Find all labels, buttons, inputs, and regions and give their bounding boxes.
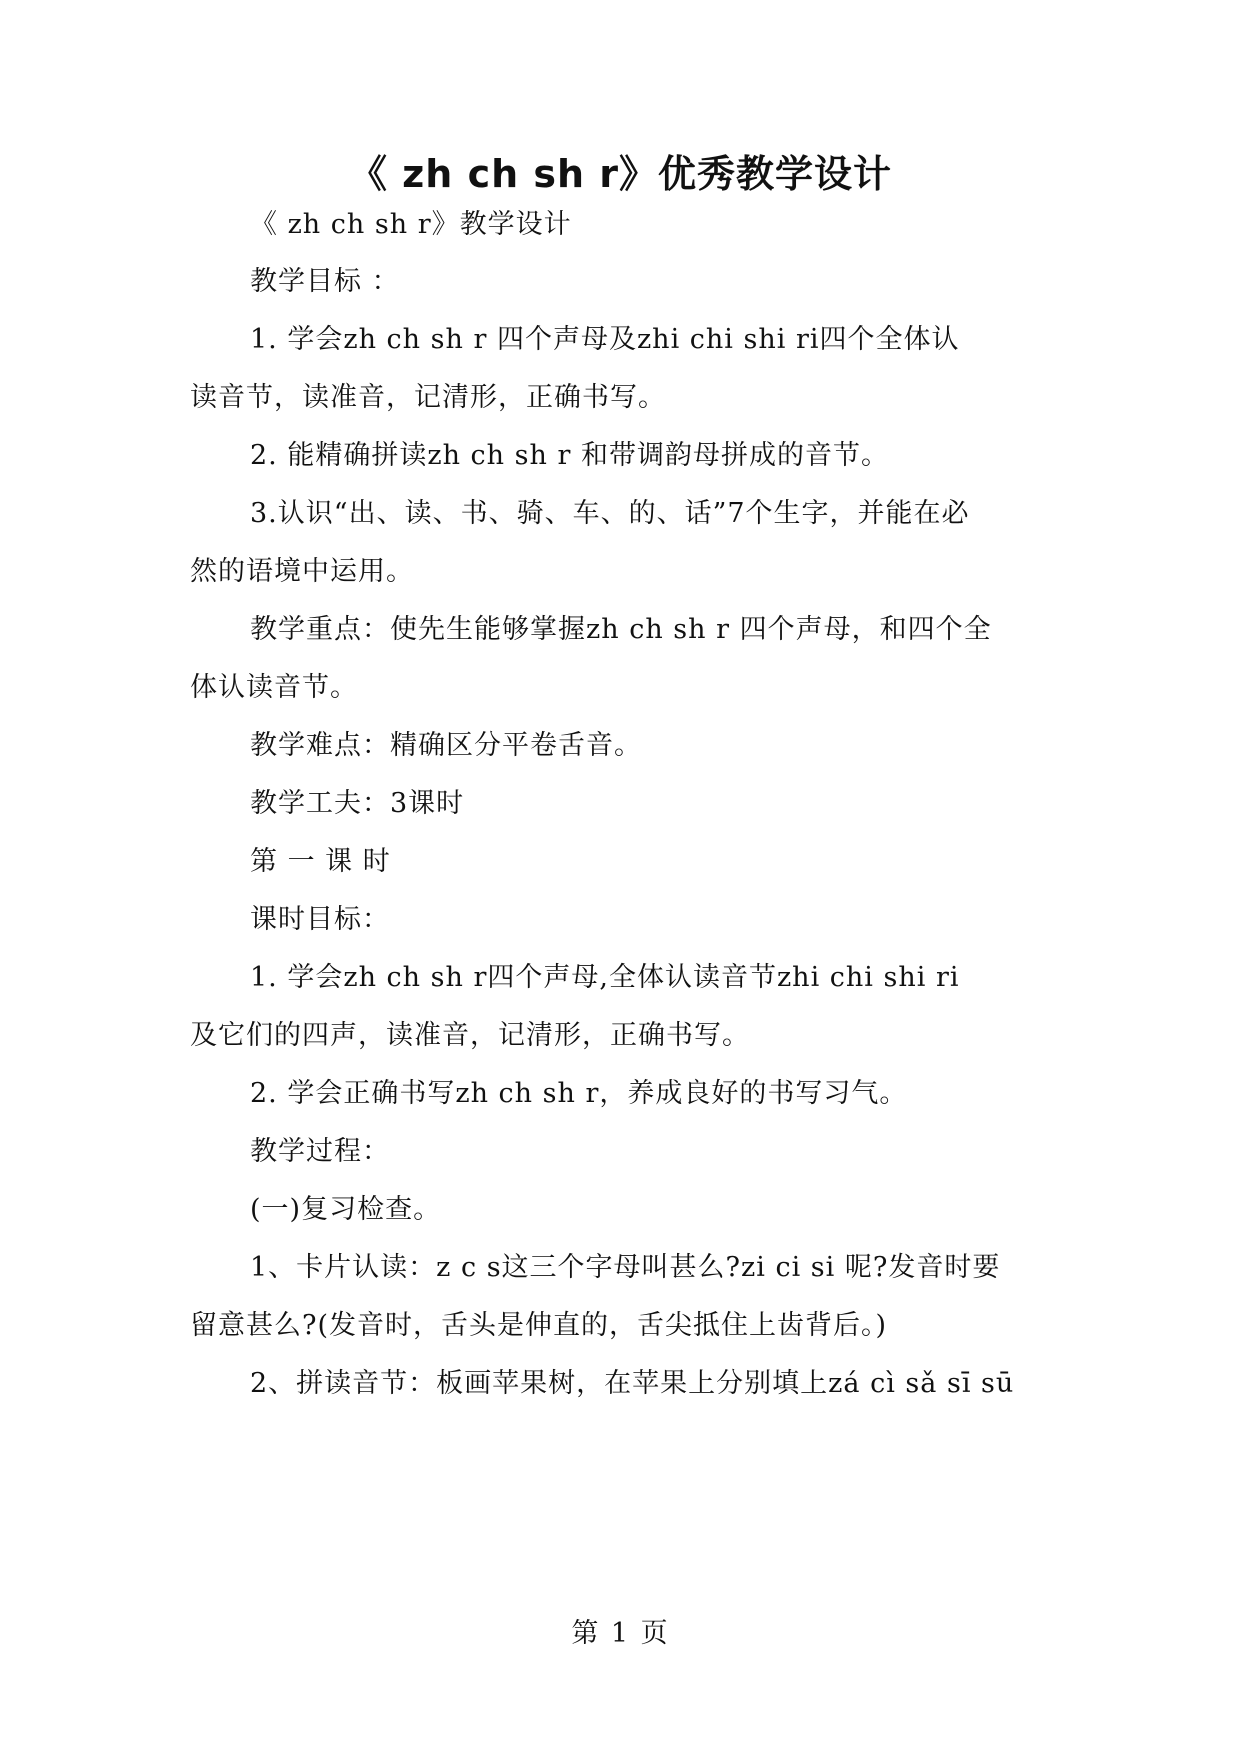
review-item-2: 2、拼读音节：板画苹果树，在苹果上分别填上zá cì sǎ sī sū	[250, 1368, 1015, 1399]
teaching-time: 教学工夫：3课时	[250, 788, 465, 819]
objective-3: 3.认识“出、读、书、骑、车、的、话”7个生字，并能在必	[250, 498, 970, 529]
difficult-points: 教学难点：精确区分平卷舌音。	[250, 730, 642, 761]
review-heading: (一)复习检查。	[250, 1194, 442, 1225]
objective-3-continued: 然的语境中运用。	[190, 556, 414, 587]
key-points: 教学重点：使先生能够掌握zh ch sh r 四个声母，和四个全	[250, 614, 992, 645]
objectives-heading: 教学目标 ：	[250, 266, 400, 297]
document-title: 《 zh ch sh r》优秀教学设计	[348, 152, 893, 196]
subtitle-line: 《 zh ch sh r》教学设计	[250, 209, 572, 240]
review-item-1: 1、卡片认读：z c s这三个字母叫甚么?zi ci si 呢?发音时要	[250, 1252, 1001, 1283]
lesson-heading: 第 一 课 时	[250, 846, 391, 877]
page-number: 第 1 页	[571, 1618, 670, 1649]
review-item-1-continued: 留意甚么?(发音时，舌头是伸直的，舌尖抵住上齿背后。)	[190, 1310, 888, 1341]
lesson-objective-2: 2. 学会正确书写zh ch sh r，养成良好的书写习气。	[250, 1078, 908, 1109]
lesson-objective-1: 1. 学会zh ch sh r四个声母,全体认读音节zhi chi shi ri	[250, 962, 960, 993]
objective-2: 2. 能精确拼读zh ch sh r 和带调韵母拼成的音节。	[250, 440, 889, 471]
objective-1-continued: 读音节，读准音，记清形，正确书写。	[190, 382, 666, 413]
lesson-objectives-heading: 课时目标：	[250, 904, 390, 935]
objective-1: 1. 学会zh ch sh r 四个声母及zhi chi shi ri四个全体认	[250, 324, 960, 355]
lesson-objective-1-continued: 及它们的四声，读准音，记清形，正确书写。	[190, 1020, 750, 1051]
process-heading: 教学过程：	[250, 1136, 390, 1167]
key-points-continued: 体认读音节。	[190, 672, 358, 703]
